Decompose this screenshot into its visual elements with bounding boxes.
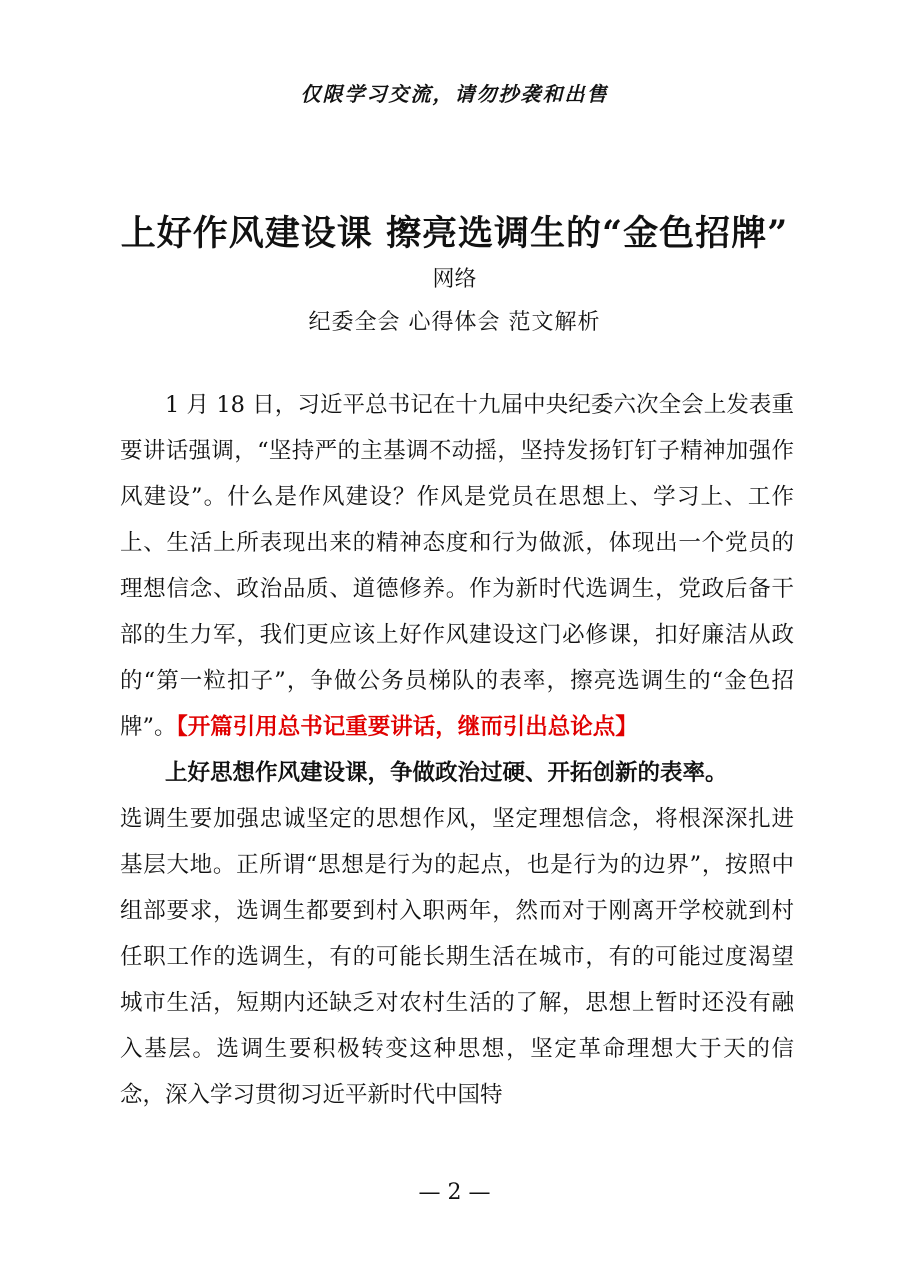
source-label: 网络 xyxy=(432,267,477,292)
header-note: 仅限学习交流，请勿抄袭和出售 xyxy=(300,82,609,106)
paragraph-thought-style-text: 选调生要加强忠诚坚定的思想作风，坚定理想信念，将根深深扎进基层大地。正所谓“思想是行为的起点，也是行为的边界”，按照中组部要求，选调生都要到村入职两年，然而对于刚离开学校就到村任职工作的选调生，有的可能长期生活在城市，有的可能过度渴望城市生活，短期内还缺乏对农村生活的了解，思想上暂时还没有融入基层。选调生要积极转变这种思想，坚定革命理想大于天的信念，深入学习贯彻习近平新时代中国特 xyxy=(120,806,794,1108)
page-number: — 2 — xyxy=(418,1180,491,1205)
document-title: 上好作风建设课 擦亮选调生的“金色招牌” xyxy=(120,213,789,254)
paragraph-intro-text: 1 月 18 日，习近平总书记在十九届中央纪委六次全会上发表重要讲话强调，“坚持严的主基调不动摇，坚持发扬钉钉子精神加强作风建设”。什么是作风建设？作风是党员在思想上、学习上、工作上、生活上所表现出来的精神态度和行为做派，体现出一个党员的理想信念、政治品质、道德修养。作为新时代选调生，党政后备干部的生力军，我们更应该上好作风建设这门必修课，扣好廉洁从政的“第一粒扣子”，争做公务员梯队的表率，擦亮选调生的“金色招牌”。 xyxy=(120,392,794,740)
paragraph-thought-style xyxy=(120,750,794,796)
paragraph-intro xyxy=(120,382,794,750)
paragraph-thought-style-body xyxy=(120,796,794,1118)
body-text xyxy=(120,382,794,1118)
tags-line: 纪委全会 心得体会 范文解析 xyxy=(308,310,601,335)
editor-annotation: 【开篇引用总书记重要讲话，继而引出总论点】 xyxy=(176,714,638,740)
section-lead-sentence: 上好思想作风建设课，争做政治过硬、开拓创新的表率。 xyxy=(165,760,728,786)
